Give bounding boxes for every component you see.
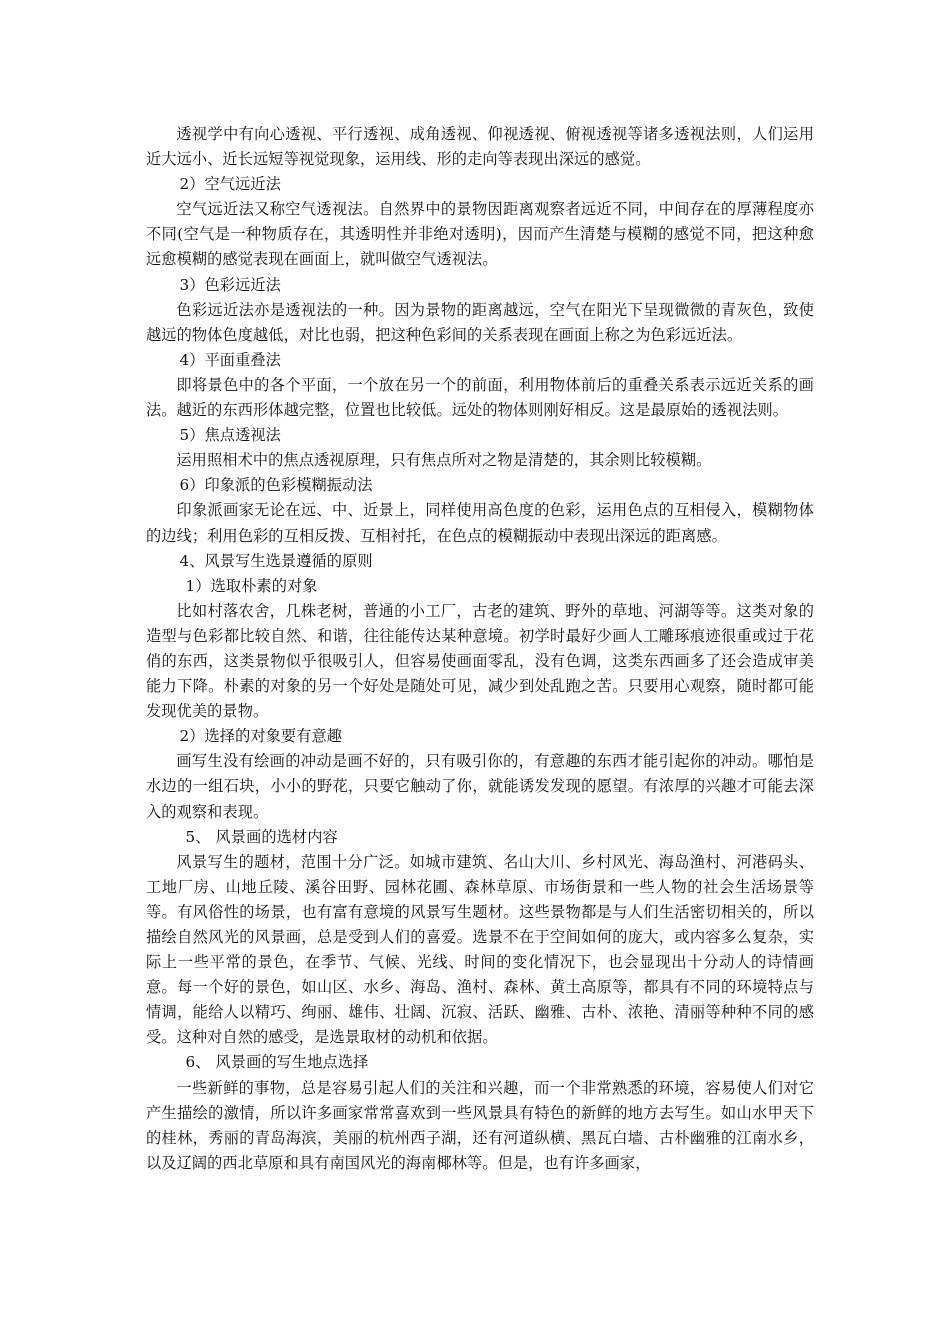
body-paragraph: 空气远近法又称空气透视法。自然界中的景物因距离观察者远近不同，中间存在的厚薄程度亦不同(空气是一种物质存在，其透明性并非绝对透明)，因而产生清楚与模糊的感觉不同，把这种愈远愈模糊的感觉表现在画面上，就叫做空气透视法。 xyxy=(146,200,814,269)
section-heading: 3）色彩远近法 xyxy=(179,275,281,294)
body-paragraph: 色彩远近法亦是透视法的一种。因为景物的距离越远，空气在阳光下呈现微微的青灰色，致使越远的物体色度越低，对比也弱，把这种色彩间的关系表现在画面上称之为色彩远近法。 xyxy=(146,300,814,344)
section-heading: 2）空气远近法 xyxy=(179,175,281,194)
document-page xyxy=(146,122,814,1176)
section-heading: 1）选取朴素的对象 xyxy=(185,576,318,595)
body-paragraph: 印象派画家无论在远、中、近景上，同样使用高色度的色彩，运用色点的互相侵入，模糊物体的边线；利用色彩的互相反拨、互相衬托，在色点的模糊振动中表现出深远的距离感。 xyxy=(146,501,814,545)
body-paragraph: 即将景色中的各个平面，一个放在另一个的前面，利用物体前后的重叠关系表示远近关系的画法。越近的东西形体越完整，位置也比较低。远处的物体则刚好相反。这是最原始的透视法则。 xyxy=(146,375,814,420)
body-paragraph: 画写生没有绘画的冲动是画不好的，只有吸引你的，有意趣的东西才能引起你的冲动。哪怕是水边的一组石块，小小的野花，只要它触动了你，就能诱发发现的愿望。有浓厚的兴趣才可能去深入的观察和表现。 xyxy=(146,752,814,821)
body-paragraph: 透视学中有向心透视、平行透视、成角透视、仰视透视、俯视透视等诸多透视法则，人们运用近大远小、近长远短等视觉现象，运用线、形的走向等表现出深远的感觉。 xyxy=(146,125,814,169)
section-heading: 5）焦点透视法 xyxy=(179,426,281,445)
section-heading: 4、风景写生选景遵循的原则 xyxy=(179,551,373,570)
section-heading: 5、 风景画的选材内容 xyxy=(185,827,338,846)
body-paragraph: 运用照相术中的焦点透视原理，只有焦点所对之物是清楚的，其余则比较模糊。 xyxy=(176,451,712,470)
body-paragraph: 风景写生的题材，范围十分广泛。如城市建筑、名山大川、乡村风光、海岛渔村、河港码头、工地厂房、山地丘陵、溪谷田野、园林花圃、森林草原、市场街景和一些人物的社会生活场景等等。有风俗性的场景，也有富有意境的风景写生题材。这些景物都是与人们生活密切相关的，所以描绘自然风光的风景画，总是受到人们的喜爱。选景不在于空间如何的庞大，或内容多么复杂，实际上一些平常的景色，在季节、气候、光线、时间的变化情况下，也会显现出十分动人的诗情画意。每一个好的景色，如山区、水乡、海岛、渔村、森林、黄土高原等，都具有不同的环境特点与情调，能给人以精巧、绚丽、雄伟、壮阔、沉寂、活跃、幽雅、古朴、浓艳、清丽等种种不同的感受。这种对自然的感受，是选景取材的动机和依据。 xyxy=(146,852,814,1047)
body-paragraph: 一些新鲜的事物，总是容易引起人们的关注和兴趣，而一个非常熟悉的环境，容易使人们对它产生描绘的激情，所以许多画家常常喜欢到一些风景具有特色的新鲜的地方去写生。如山水甲天下的桂林，秀丽的青岛海滨，美丽的杭州西子湖，还有河道纵横、黑瓦白墙、古朴幽雅的江南水乡，以及辽阔的西北草原和具有南国风光的海南椰林等。但是，也有许多画家， xyxy=(146,1078,814,1172)
section-heading: 6、 风景画的写生地点选择 xyxy=(185,1053,369,1072)
section-heading: 2）选择的对象要有意趣 xyxy=(179,727,343,746)
section-heading: 6）印象派的色彩模糊振动法 xyxy=(179,476,373,495)
body-paragraph: 比如村落农舍，几株老树，普通的小工厂，古老的建筑、野外的草地、河湖等等。这类对象的造型与色彩都比较自然、和谐，往往能传达某种意境。初学时最好少画人工雕琢痕迹很重或过于花俏的东西，这类景物似乎很吸引人，但容易使画面零乱，没有色调，这类东西画多了还会造成审美能力下降。朴素的对象的另一个好处是随处可见，减少到处乱跑之苦。只要用心观察，随时都可能发现优美的景物。 xyxy=(146,601,814,721)
section-heading: 4）平面重叠法 xyxy=(179,350,281,369)
